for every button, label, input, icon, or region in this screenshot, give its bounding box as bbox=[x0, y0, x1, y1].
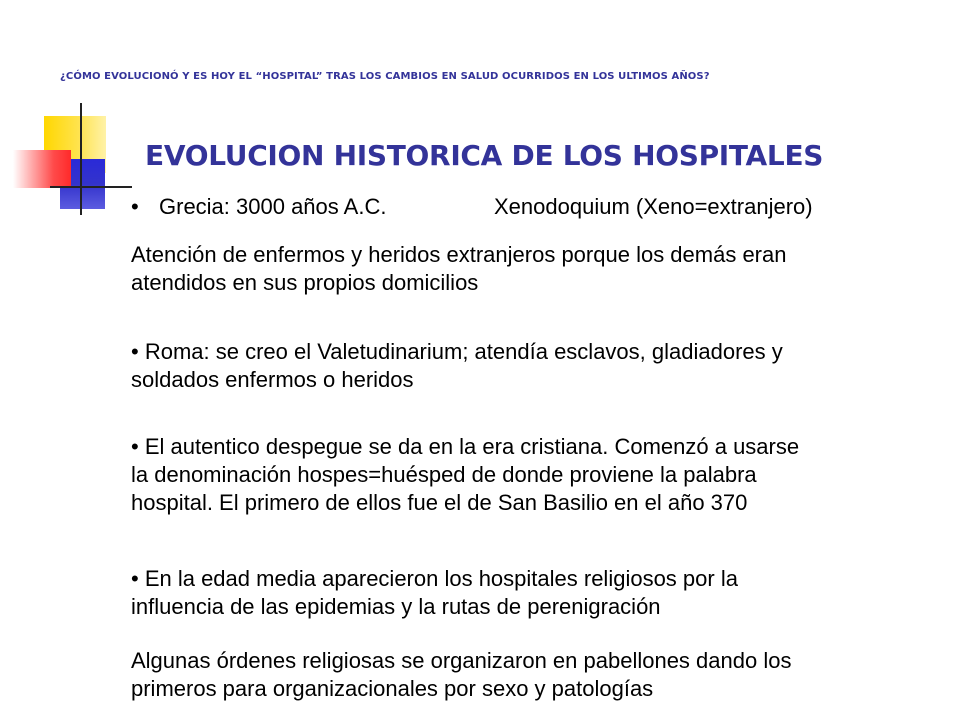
roma-paragraph bbox=[131, 338, 783, 394]
autentico-line: • El autentico despegue se da en la era cristiana. Comenzó a usarse bbox=[131, 434, 800, 459]
edad-media-line: influencia de las epidemias y la rutas de perenigración bbox=[131, 594, 661, 619]
atencion-paragraph bbox=[131, 241, 786, 297]
autentico-line: hospital. El primero de ellos fue el de San Basilio en el año 370 bbox=[131, 490, 748, 515]
roma-line: soldados enfermos o heridos bbox=[131, 367, 414, 392]
atencion-line: Atención de enfermos y heridos extranjeros porque los demás eran bbox=[131, 242, 787, 267]
autentico-paragraph bbox=[131, 433, 799, 517]
ordenes-line: Algunas órdenes religiosas se organizaron en pabellones dando los bbox=[131, 648, 792, 673]
bullet-icon: • bbox=[131, 194, 139, 219]
atencion-line: atendidos en sus propios domicilios bbox=[131, 270, 479, 295]
greece-term: Xenodoquium (Xeno=extranjero) bbox=[494, 194, 813, 219]
ordenes-paragraph bbox=[131, 647, 791, 703]
slide-title: EVOLUCION HISTORICA DE LOS HOSPITALES bbox=[145, 139, 824, 172]
ordenes-line: primeros para organizacionales por sexo y patologías bbox=[131, 676, 654, 701]
greece-label: Grecia: 3000 años A.C. bbox=[159, 194, 387, 219]
edad-media-paragraph bbox=[131, 565, 738, 621]
header-question: ¿CÓMO EVOLUCIONÓ Y ES HOY EL “HOSPITAL” TRAS LOS CAMBIOS EN SALUD OCURRIDOS EN LOS ULTIMOS AÑOS? bbox=[60, 71, 710, 82]
decoration-horizontal-line bbox=[50, 186, 132, 188]
edad-media-line: • En la edad media aparecieron los hospitales religiosos por la bbox=[131, 566, 738, 591]
autentico-line: la denominación hospes=huésped de donde proviene la palabra bbox=[131, 462, 757, 487]
decoration-red-square bbox=[13, 150, 71, 188]
greece-line bbox=[131, 193, 813, 221]
roma-line: • Roma: se creo el Valetudinarium; atendía esclavos, gladiadores y bbox=[131, 339, 783, 364]
decoration-vertical-line bbox=[80, 103, 82, 215]
